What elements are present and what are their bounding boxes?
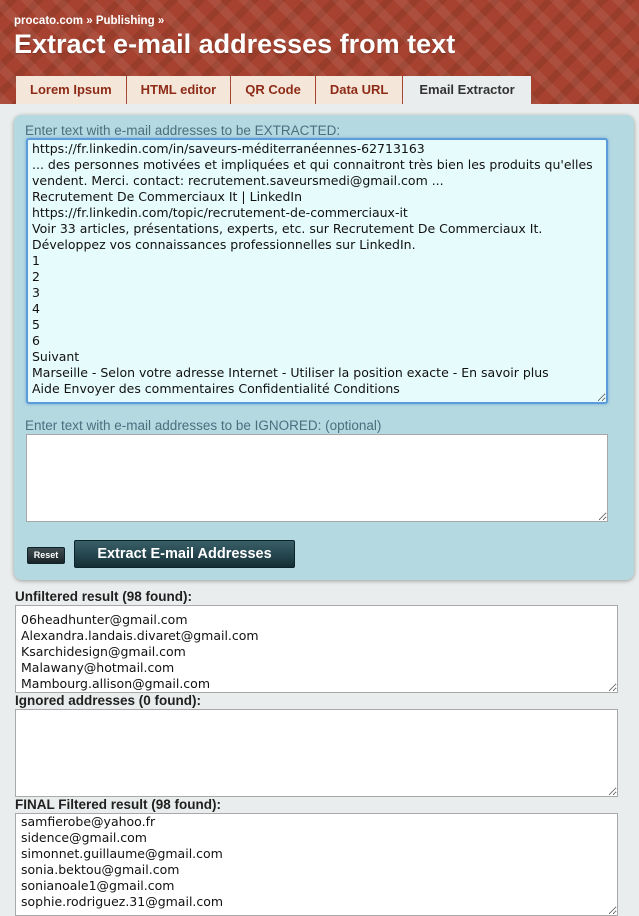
final-result-label: FINAL Filtered result (98 found): xyxy=(15,797,222,812)
extract-button[interactable]: Extract E-mail Addresses xyxy=(74,540,295,568)
source-text-input[interactable] xyxy=(26,138,608,404)
site-header xyxy=(0,0,639,104)
breadcrumb-link-publishing[interactable]: Publishing xyxy=(95,15,155,27)
breadcrumb-link-home[interactable]: procato.com xyxy=(14,15,84,27)
ignore-text-input[interactable] xyxy=(26,434,608,522)
tab-lorem-ipsum[interactable]: Lorem Ipsum xyxy=(16,76,126,104)
extract-panel xyxy=(14,115,634,580)
reset-button[interactable]: Reset xyxy=(27,547,65,564)
source-text-label: Enter text with e-mail addresses to be EXTRACTED: xyxy=(25,123,341,138)
ignored-addresses-output[interactable] xyxy=(15,709,618,797)
tab-data-url[interactable]: Data URL xyxy=(316,76,403,104)
ignored-addresses-label: Ignored addresses (0 found): xyxy=(15,693,202,708)
unfiltered-result-output[interactable] xyxy=(15,605,618,693)
tab-email-extractor[interactable]: Email Extractor xyxy=(403,76,530,104)
unfiltered-result-label: Unfiltered result (98 found): xyxy=(15,589,193,604)
tab-html-editor[interactable]: HTML editor xyxy=(127,76,231,104)
page-title: Extract e-mail addresses from text xyxy=(14,29,456,59)
breadcrumb-separator: » xyxy=(157,15,165,27)
breadcrumb xyxy=(14,14,164,28)
ignore-text-label: Enter text with e-mail addresses to be IGNORED: (optional) xyxy=(25,418,382,433)
tool-tabs xyxy=(16,76,531,104)
breadcrumb-separator: » xyxy=(86,15,93,27)
final-result-output[interactable] xyxy=(15,813,618,916)
tab-qr-code[interactable]: QR Code xyxy=(231,76,315,104)
